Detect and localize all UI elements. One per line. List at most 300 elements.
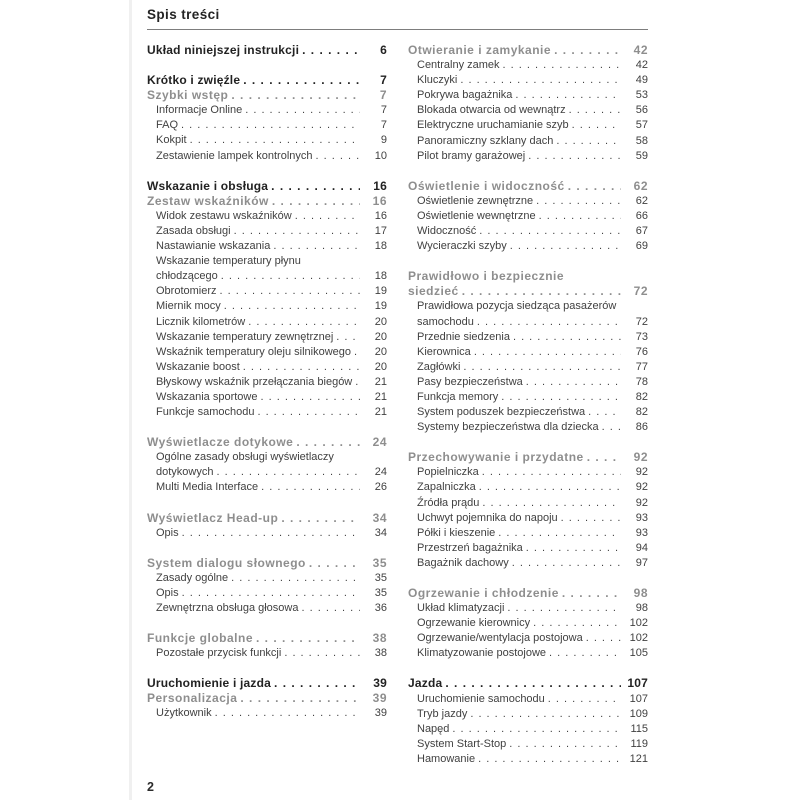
toc-entry-label: Oświetlenie wewnętrzne <box>417 209 536 222</box>
toc-entry <box>147 405 387 420</box>
toc-entry-page: 102 <box>629 632 648 645</box>
dot-leader <box>510 239 621 254</box>
dot-leader <box>256 631 360 646</box>
toc-entry-page: 21 <box>374 375 387 388</box>
dot-leader <box>281 511 360 526</box>
dot-leader <box>479 480 621 495</box>
dot-leader <box>309 556 360 571</box>
toc-entry-page: 19 <box>374 300 387 313</box>
toc-entry <box>408 149 648 164</box>
dot-leader <box>216 465 360 480</box>
dot-leader <box>273 239 360 254</box>
toc-entry <box>408 465 648 480</box>
toc-entry <box>147 601 387 616</box>
toc-entry <box>147 179 387 194</box>
toc-entry-page: 59 <box>635 149 648 162</box>
toc-column-left <box>147 43 387 767</box>
dot-leader <box>302 43 360 58</box>
dot-leader <box>231 88 360 103</box>
toc-entry-label: Centralny zamek <box>417 59 500 72</box>
toc-entry <box>408 676 648 691</box>
toc-entry-page: 34 <box>374 526 387 539</box>
dot-leader <box>509 737 621 752</box>
toc-entry <box>408 118 648 133</box>
dot-leader <box>588 405 621 420</box>
toc-entry <box>147 224 387 239</box>
toc-entry <box>408 390 648 405</box>
toc-entry-label: Użytkownik <box>156 707 212 720</box>
page-edge-shadow <box>129 0 132 800</box>
toc-entry-page: 69 <box>635 240 648 253</box>
dot-leader <box>257 405 360 420</box>
toc-entry <box>408 88 648 103</box>
toc-section <box>147 43 387 58</box>
dot-leader <box>316 149 360 164</box>
toc-entry <box>408 511 648 526</box>
toc-entry <box>147 103 387 118</box>
toc-entry-label: FAQ <box>156 119 179 132</box>
toc-entry <box>147 360 387 375</box>
toc-entry-label: Bagażnik dachowy <box>417 556 509 569</box>
dot-leader <box>548 692 621 707</box>
dot-leader <box>234 224 360 239</box>
toc-entry <box>147 269 387 284</box>
toc-entry-page: 92 <box>633 450 648 465</box>
toc-entry-page: 36 <box>374 602 387 614</box>
toc-entry-label: Oświetlenie zewnętrzne <box>417 194 534 207</box>
toc-entry-page: 7 <box>380 104 387 117</box>
toc-entry-page: 49 <box>635 74 648 87</box>
toc-section <box>408 43 648 164</box>
toc-entry-page: 53 <box>635 89 648 102</box>
toc-entry <box>408 330 648 345</box>
toc-entry-page: 119 <box>630 737 648 750</box>
toc-entry-label: Ogrzewanie/wentylacja postojowa <box>417 632 583 645</box>
toc-entry-label: Funkcja memory <box>417 390 499 403</box>
toc-entry-page: 42 <box>635 59 648 72</box>
toc-entry-page: 78 <box>635 375 648 388</box>
toc-entry-label: Wskazanie i obsługa <box>147 178 269 193</box>
toc-entry-label: Pokrywa bagażnika <box>417 89 513 102</box>
toc-section <box>147 676 387 721</box>
toc-entry-label: Kierownica <box>417 345 471 358</box>
toc-entry-label: Zasady ogólne <box>156 571 229 584</box>
dot-leader <box>460 73 621 88</box>
toc-entry-page: 107 <box>627 676 648 691</box>
toc-entry <box>147 556 387 571</box>
toc-entry-page: 57 <box>635 119 648 132</box>
toc-entry <box>408 345 648 360</box>
toc-entry <box>408 692 648 707</box>
toc-entry-label: Oświetlenie i widoczność <box>408 178 565 193</box>
toc-entry <box>147 450 387 465</box>
dot-leader <box>445 676 621 691</box>
toc-entry-label: Pasy bezpieczeństwa <box>417 375 523 388</box>
dot-leader <box>182 586 360 601</box>
toc-entry-label: System dialogu słownego <box>147 555 306 570</box>
dot-leader <box>549 646 621 661</box>
toc-entry <box>408 299 648 314</box>
toc-entry-page: 62 <box>633 178 648 193</box>
toc-entry-page: 39 <box>372 691 387 706</box>
toc-entry <box>408 646 648 661</box>
dot-leader <box>215 706 360 721</box>
dot-leader <box>501 390 621 405</box>
toc-entry-label: Wskazania sportowe <box>156 390 258 403</box>
toc-entry-label: Blokada otwarcia od wewnątrz <box>417 104 566 117</box>
toc-entry-label: Kokpit <box>156 134 187 147</box>
toc-entry-label: System Start-Stop <box>417 737 507 750</box>
toc-entry <box>408 179 648 194</box>
dot-leader <box>470 707 621 722</box>
toc-entry <box>147 435 387 450</box>
toc-entry <box>147 194 387 209</box>
toc-entry <box>147 299 387 314</box>
toc-entry-page: 92 <box>635 481 648 494</box>
toc-entry-label: siedzieć <box>408 284 459 299</box>
dot-leader <box>533 616 621 631</box>
toc-entry-label: Zestawienie lampek kontrolnych <box>156 149 313 162</box>
toc-entry-label: Wskazanie temperatury płynu <box>156 255 301 268</box>
toc-entry-label: Wskazanie boost <box>156 360 240 373</box>
toc-entry-label: Informacje Online <box>156 104 243 117</box>
toc-entry-label: Otwieranie i zamykanie <box>408 43 552 57</box>
toc-entry <box>408 752 648 767</box>
toc-entry-page: 20 <box>374 315 387 328</box>
toc-entry-page: 24 <box>372 435 387 450</box>
toc-entry-page: 82 <box>635 390 648 403</box>
toc-entry <box>408 224 648 239</box>
toc-section <box>408 450 648 571</box>
dot-leader <box>586 631 621 646</box>
toc-section <box>147 435 387 495</box>
page-title: Spis treści <box>147 7 648 30</box>
toc-entry <box>147 330 387 345</box>
toc-entry <box>147 43 387 58</box>
toc-entry-page: 7 <box>379 88 387 103</box>
toc-entry <box>408 239 648 254</box>
toc-entry <box>147 88 387 103</box>
toc-entry-label: Ogólne zasady obsługi wyświetlaczy <box>156 451 334 464</box>
toc-entry-page: 35 <box>372 555 387 570</box>
toc-entry-label: Wyświetlacz Head-up <box>147 510 279 525</box>
dot-leader <box>245 103 360 118</box>
dot-leader <box>562 586 621 601</box>
dot-leader <box>478 752 621 767</box>
toc-entry <box>408 194 648 209</box>
toc-entry-page: 42 <box>633 43 648 57</box>
toc-entry-page: 17 <box>374 224 387 237</box>
toc-entry-label: Wskazanie temperatury zewnętrznej <box>156 330 334 343</box>
toc-entry-label: Wskaźnik temperatury oleju silnikowego <box>156 345 352 358</box>
toc-entry <box>147 73 387 88</box>
dot-leader <box>569 103 621 118</box>
toc-entry-label: Opis <box>156 526 179 539</box>
toc-entry-page: 24 <box>374 466 387 479</box>
toc-entry <box>408 420 648 435</box>
toc-entry-label: chłodzącego <box>156 270 218 283</box>
toc-entry-label: Tryb jazdy <box>417 707 468 720</box>
toc-entry-page: 20 <box>374 360 387 373</box>
toc-entry-page: 38 <box>372 631 387 646</box>
toc-entry-page: 67 <box>635 225 648 238</box>
toc-entry-page: 20 <box>374 345 387 358</box>
toc-entry-label: Układ niniejszej instrukcji <box>147 43 300 57</box>
toc-entry-label: Układ klimatyzacji <box>417 602 505 615</box>
toc-entry <box>147 239 387 254</box>
toc-entry <box>147 284 387 299</box>
toc-entry-page: 105 <box>629 647 648 660</box>
toc-entry <box>408 556 648 571</box>
toc-entry-label: Systemy bezpieczeństwa dla dziecka <box>417 421 599 434</box>
toc-section <box>147 179 387 421</box>
dot-leader <box>462 284 621 299</box>
toc-entry-label: Zestaw wskaźników <box>147 193 269 208</box>
toc-entry-page: 73 <box>635 330 648 343</box>
toc-entry <box>147 345 387 360</box>
dot-leader <box>482 465 621 480</box>
toc-entry <box>408 375 648 390</box>
toc-entry <box>408 601 648 616</box>
toc-entry-label: Jazda <box>408 676 443 691</box>
toc-entry-page: 21 <box>374 390 387 403</box>
toc-entry-label: Widok zestawu wskaźników <box>156 209 292 222</box>
toc-entry-label: Widoczność <box>417 225 477 238</box>
toc-entry-page: 18 <box>374 240 387 253</box>
toc-entry <box>408 405 648 420</box>
dot-leader <box>181 118 360 133</box>
dot-leader <box>526 541 621 556</box>
toc-entry <box>408 631 648 646</box>
toc-entry-page: 56 <box>635 104 648 117</box>
footer-page-number: 2 <box>147 780 154 794</box>
toc-section <box>408 269 648 435</box>
toc-entry-page: 19 <box>374 285 387 298</box>
dot-leader <box>355 375 360 390</box>
toc-entry-page: 72 <box>635 315 648 328</box>
toc-entry <box>408 722 648 737</box>
toc-entry <box>408 526 648 541</box>
dot-leader <box>220 284 360 299</box>
dot-leader <box>274 676 360 691</box>
toc-entry-page: 35 <box>374 571 387 584</box>
dot-leader <box>463 360 621 375</box>
toc-entry-label: Klimatyzowanie postojowe <box>417 647 547 660</box>
toc-entry-page: 66 <box>635 209 648 222</box>
dot-leader <box>295 209 360 224</box>
toc-entry-label: Zasada obsługi <box>156 224 231 237</box>
dot-leader <box>284 646 360 661</box>
toc-entry <box>408 103 648 118</box>
dot-leader <box>602 420 621 435</box>
toc-entry <box>408 73 648 88</box>
dot-leader <box>221 269 360 284</box>
dot-leader <box>536 194 621 209</box>
toc-entry-page: 18 <box>374 270 387 283</box>
toc-entry <box>147 631 387 646</box>
toc-entry <box>147 526 387 541</box>
toc-entry-label: Prawidłowo i bezpiecznie <box>408 269 565 284</box>
toc-entry-label: Ogrzewanie kierownicy <box>417 617 531 630</box>
toc-entry-label: Licznik kilometrów <box>156 315 246 328</box>
toc-entry <box>147 691 387 706</box>
toc-entry <box>408 58 648 73</box>
toc-entry-page: 121 <box>629 752 648 765</box>
dot-leader <box>526 375 621 390</box>
dot-leader <box>513 330 621 345</box>
toc-entry-label: Wycieraczki szyby <box>417 240 507 253</box>
toc-entry <box>408 284 648 299</box>
toc-entry-label: Elektryczne uruchamianie szyb <box>417 119 569 132</box>
dot-leader <box>271 179 360 194</box>
toc-entry-page: 35 <box>374 586 387 599</box>
toc-entry-page: 93 <box>635 511 648 524</box>
toc-section <box>147 73 387 164</box>
toc-entry-page: 98 <box>635 602 648 615</box>
dot-leader <box>528 149 621 164</box>
dot-leader <box>561 511 621 526</box>
toc-entry-label: Przechowywanie i przydatne <box>408 450 584 465</box>
dot-leader <box>354 345 360 360</box>
toc-entry-label: Miernik mocy <box>156 300 221 313</box>
toc-entry-page: 82 <box>635 406 648 419</box>
toc-entry-page: 86 <box>635 421 648 434</box>
toc-column-right <box>408 43 648 767</box>
toc-entry <box>408 315 648 330</box>
toc-section <box>408 179 648 254</box>
toc-entry-label: System poduszek bezpieczeństwa <box>417 406 586 419</box>
toc-entry-label: Błyskowy wskaźnik przełączania biegów <box>156 375 353 388</box>
toc-entry-label: Pilot bramy garażowej <box>417 149 526 162</box>
toc-entry-page: 92 <box>635 466 648 479</box>
dot-leader <box>479 224 621 239</box>
toc-entry-page: 62 <box>635 194 648 207</box>
toc-entry <box>147 571 387 586</box>
toc-entry-page: 98 <box>633 586 648 600</box>
toc-entry-label: Prawidłowa pozycja siedząca pasażerów <box>417 300 617 313</box>
dot-leader <box>539 209 621 224</box>
toc-entry <box>408 707 648 722</box>
toc-entry-label: Funkcje globalne <box>147 631 254 646</box>
toc-entry-label: Opis <box>156 586 179 599</box>
toc-entry-page: 21 <box>374 406 387 419</box>
toc-entry-label: Przednie siedzenia <box>417 330 510 343</box>
toc-entry-label: Kluczyki <box>417 74 458 87</box>
toc-entry <box>408 737 648 752</box>
toc-entry-page: 94 <box>635 541 648 554</box>
toc-entry-label: Uruchomienie i jazda <box>147 676 272 691</box>
dot-leader <box>507 601 621 616</box>
dot-leader <box>474 345 621 360</box>
toc-entry <box>408 134 648 149</box>
toc-entry-page: 16 <box>372 193 387 208</box>
toc-entry <box>147 511 387 526</box>
dot-leader <box>503 58 621 73</box>
toc-entry-label: Zagłówki <box>417 360 461 373</box>
toc-entry-label: Zewnętrzna obsługa głosowa <box>156 602 299 614</box>
dot-leader <box>512 556 621 571</box>
toc-entry <box>147 390 387 405</box>
dot-leader <box>572 118 621 133</box>
toc-entry <box>147 209 387 224</box>
dot-leader <box>556 134 621 149</box>
toc-entry-page: 16 <box>374 209 387 222</box>
toc-entry-page: 16 <box>373 178 387 193</box>
toc-entry <box>147 315 387 330</box>
toc-entry-label: Hamowanie <box>417 752 476 765</box>
toc-entry-label: Wyświetlacze dotykowe <box>147 435 294 450</box>
dot-leader <box>261 390 361 405</box>
dot-leader <box>477 315 621 330</box>
toc-entry-page: 26 <box>374 481 387 494</box>
toc-entry <box>147 465 387 480</box>
dot-leader <box>301 601 360 616</box>
toc-entry-label: Zapalniczka <box>417 481 476 494</box>
toc-entry-label: Półki i kieszenie <box>417 526 496 539</box>
dot-leader <box>336 330 360 345</box>
toc-entry-label: Personalizacja <box>147 691 238 706</box>
toc-entry <box>408 616 648 631</box>
dot-leader <box>452 722 621 737</box>
toc-entry <box>147 480 387 495</box>
dot-leader <box>554 43 621 58</box>
toc-entry <box>408 496 648 511</box>
toc-section <box>408 586 648 661</box>
toc-entry <box>408 480 648 495</box>
toc-entry-page: 102 <box>629 617 648 630</box>
toc-entry-page: 6 <box>380 43 387 57</box>
dot-leader <box>240 691 360 706</box>
toc-entry-label: samochodu <box>417 315 474 328</box>
toc-entry-page: 72 <box>633 284 648 299</box>
toc-entry-label: Przestrzeń bagażnika <box>417 541 523 554</box>
toc-entry-label: Panoramiczny szklany dach <box>417 134 554 147</box>
toc-entry-page: 97 <box>635 556 648 569</box>
toc-entry-label: dotykowych <box>156 466 214 479</box>
toc-entry-page: 7 <box>380 119 387 132</box>
toc-entry-label: Multi Media Interface <box>156 481 259 494</box>
toc-entry <box>147 676 387 691</box>
toc-content <box>147 7 648 767</box>
toc-entry-page: 39 <box>373 676 387 691</box>
toc-entry <box>408 360 648 375</box>
dot-leader <box>568 179 621 194</box>
toc-entry <box>408 450 648 465</box>
toc-entry-page: 115 <box>630 722 648 735</box>
dot-leader <box>243 360 360 375</box>
toc-entry <box>147 118 387 133</box>
dot-leader <box>261 480 360 495</box>
toc-section <box>147 511 387 541</box>
toc-entry-page: 7 <box>380 73 387 88</box>
toc-entry <box>408 586 648 601</box>
toc-entry-page: 107 <box>629 692 648 705</box>
toc-entry <box>147 149 387 164</box>
toc-entry-label: Uchwyt pojemnika do napoju <box>417 511 558 524</box>
toc-entry-page: 20 <box>374 330 387 343</box>
toc-entry-label: Obrotomierz <box>156 285 217 298</box>
toc-entry-page: 39 <box>374 707 387 720</box>
toc-entry-label: Źródła prądu <box>417 496 480 509</box>
toc-entry-page: 109 <box>629 707 648 720</box>
toc-entry-page: 93 <box>635 526 648 539</box>
toc-entry-page: 92 <box>635 496 648 509</box>
dot-leader <box>231 571 360 586</box>
toc-entry <box>147 254 387 269</box>
toc-section <box>147 631 387 661</box>
toc-entry-page: 34 <box>372 510 387 525</box>
toc-entry <box>147 646 387 661</box>
